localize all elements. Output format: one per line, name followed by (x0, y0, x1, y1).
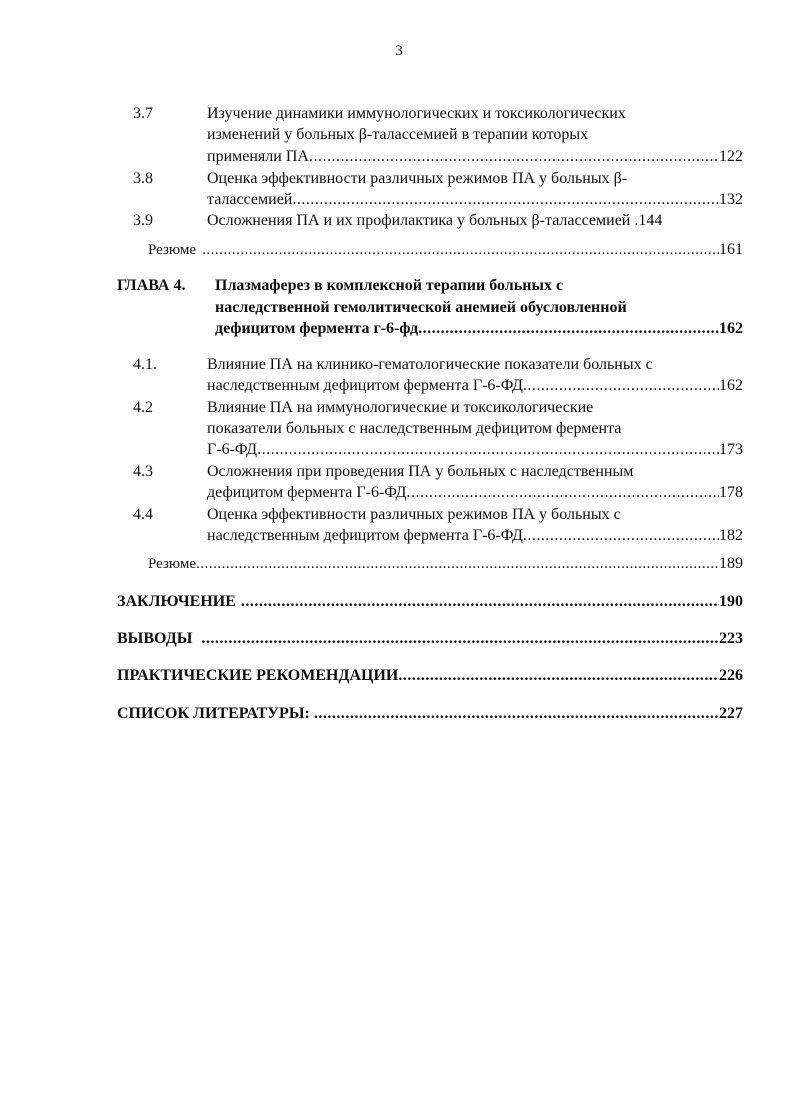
toc-title-line: показатели больных с наследственным дефицитом фермента (207, 420, 622, 437)
toc-title-line: ВЫВОДЫ (117, 630, 193, 647)
leader-dots (418, 320, 719, 338)
toc-page-number: 223 (719, 630, 743, 647)
toc-title-line: Осложнения ПА и их профилактика у больных β-талассемией . (207, 212, 639, 229)
leader-dots (196, 556, 719, 573)
toc-leader-line (207, 441, 743, 459)
toc-title-line: Осложнения при проведения ПА у больных с наследственным (207, 463, 634, 480)
toc-leader-line (207, 212, 743, 230)
toc-number: 3.9 (133, 212, 153, 229)
toc-title-line: изменений у больных β-талассемией в терапии которых (207, 126, 589, 143)
leader-dots (257, 441, 719, 459)
toc-page-number: 226 (719, 667, 743, 684)
toc-title-line: Резюме (148, 242, 197, 258)
toc-entry-recommendations[interactable] (117, 667, 743, 685)
toc-number: 4.2 (133, 399, 153, 416)
toc-entry-findings[interactable] (117, 630, 743, 648)
leader-dots (241, 593, 719, 611)
toc-page-number: 178 (719, 484, 743, 501)
toc-page-number: 161 (719, 241, 743, 258)
toc-number: 4.4 (133, 506, 153, 523)
toc-leader-line (207, 377, 743, 395)
toc-entry-resume-4[interactable] (148, 555, 743, 573)
toc-title-line: дефицитом фермента г-6-фд (215, 320, 419, 337)
toc-leader-line (207, 527, 743, 545)
toc-page-number: 162 (719, 320, 743, 337)
leader-dots (314, 705, 719, 723)
toc-title-line: Изучение динамики иммунологических и токсикологических (207, 105, 626, 122)
toc-leader-line (207, 191, 743, 209)
toc-title-line: Резюме (148, 556, 197, 572)
toc-chapter-number: ГЛАВА 4. (117, 277, 186, 294)
toc-title-line: Влияние ПА на иммунологические и токсикологические (207, 399, 594, 416)
toc-title-line: Влияние ПА на клинико-гематологические показатели больных с (207, 356, 653, 373)
toc-title-line: наследственным дефицитом фермента Г-6-ФД (207, 527, 523, 544)
page-number: 3 (395, 43, 403, 59)
toc-page-number: 189 (719, 555, 743, 572)
leader-dots (201, 630, 719, 648)
toc-title-line: Оценка эффективности различных режимов ПА у больных β- (207, 170, 628, 187)
leader-dots (292, 191, 719, 209)
toc-title-line: наследственным дефицитом фермента Г-6-ФД (207, 377, 523, 394)
toc-page-number: 132 (719, 191, 743, 208)
toc-page-number: 173 (719, 441, 743, 458)
toc-page-number: 144 (638, 212, 663, 229)
leader-dots (406, 484, 719, 502)
toc-title-line: применяли ПА (207, 148, 309, 165)
toc-page-number: 227 (719, 705, 743, 722)
leader-dots (523, 377, 719, 395)
leader-dots (309, 148, 719, 166)
toc-title-line: Плазмаферез в комплексной терапии больных с (215, 277, 564, 294)
toc-title-line: ПРАКТИЧЕСКИЕ РЕКОМЕНДАЦИИ (117, 667, 399, 684)
toc-leader-line (215, 320, 743, 338)
toc-page-number: 122 (719, 148, 743, 165)
toc-number: 4.1. (133, 356, 157, 373)
toc-title-line: наследственной гемолитической анемией обусловленной (215, 299, 627, 316)
toc-number: 4.3 (133, 463, 153, 480)
toc-entry-resume-3[interactable] (148, 241, 743, 259)
toc-leader-line (207, 484, 743, 502)
toc-number: 3.7 (133, 105, 153, 122)
toc-number: 3.8 (133, 170, 153, 187)
toc-entry-references[interactable] (117, 705, 743, 723)
toc-page-number: 162 (719, 377, 743, 394)
toc-page-number: 190 (719, 593, 743, 610)
toc-page-number: 182 (719, 527, 743, 544)
toc-leader-line (207, 148, 743, 166)
leader-dots (202, 242, 719, 259)
toc-title-line: дефицитом фермента Г-6-ФД (207, 484, 407, 501)
toc-title-line: ЗАКЛЮЧЕНИЕ (117, 593, 236, 610)
leader-dots (398, 667, 719, 685)
leader-dots (523, 527, 719, 545)
toc-entry-conclusion[interactable] (117, 593, 743, 611)
toc-title-line: Оценка эффективности различных режимов ПА у больных с (207, 506, 621, 523)
toc-title-line: Г-6-ФД (207, 441, 258, 458)
toc-title-line: СПИСОК ЛИТЕРАТУРЫ: (117, 705, 310, 722)
toc-title-line: талассемией (207, 191, 293, 208)
